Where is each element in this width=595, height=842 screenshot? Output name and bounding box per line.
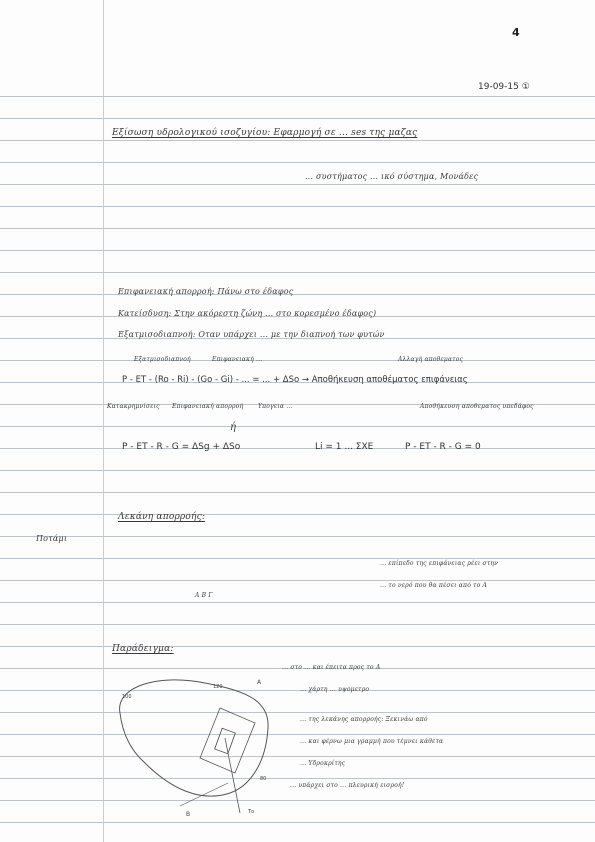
page-number: 4 xyxy=(512,26,520,39)
ruled-line xyxy=(0,712,595,713)
equation-2: P - ET - R - G = ΔSg + ΔSo xyxy=(122,442,241,452)
annotation: Αποθήκευση αποθεματος υπεδάφος xyxy=(420,403,534,410)
or-word: ή xyxy=(230,422,237,433)
line-surface-runoff: Επιφανειακή απορροή: Πάνω στο έδαφος xyxy=(118,287,294,296)
ruled-line xyxy=(0,448,595,449)
ruled-line xyxy=(0,228,595,229)
ruled-line xyxy=(0,580,595,581)
contour-label: 80 xyxy=(260,776,267,782)
heading-title: Εξίσωση υδρολογικού ισοζυγίου: Εφαρμογή σε ... ses της μαζας xyxy=(112,128,418,138)
equation-1: P - ET - (Ro - Ri) - (Go - Gi) - ... = ... + ΔSo → Αποθήκευση αποθέματος επιφάνειας xyxy=(122,375,468,385)
ruled-line xyxy=(0,470,595,471)
ruled-line xyxy=(0,602,595,603)
ruled-line xyxy=(0,272,595,273)
annotation: Επιφανειακή ... xyxy=(212,356,263,363)
line-infiltration: Κατείσδυση: Στην ακόρεστη ζώνη ... στο κορεσμένο έδαφος) xyxy=(118,309,377,318)
ruled-line xyxy=(0,118,595,119)
margin-note: Ποτάμι xyxy=(36,534,68,543)
example-text-5: ... Υδροκρίτης xyxy=(300,760,346,767)
ruled-line xyxy=(0,800,595,801)
point-label: Α xyxy=(257,679,262,686)
basin-text-2: ... το νερό που θα πέσει από το Α xyxy=(380,582,488,589)
ruled-line xyxy=(0,184,595,185)
ruled-line xyxy=(0,96,595,97)
annotation: Εξατμισοδιαπνοή xyxy=(134,356,191,363)
ruled-line xyxy=(0,514,595,515)
ruled-line xyxy=(0,734,595,735)
map-box xyxy=(215,728,236,753)
equation-3: Li = 1 ... ΣΧΕ xyxy=(315,442,374,452)
ruled-line xyxy=(0,206,595,207)
example-text-4: ... και φέρνω μια γραμμή που τέμνει κάθετα xyxy=(300,738,444,745)
annotation: Αλλαγή αποθεματος xyxy=(398,356,464,363)
example-text-1: ... στο ... και έπειτα προς το Α xyxy=(282,664,381,671)
heading-example: Παράδειγμα: xyxy=(112,644,174,654)
example-text-6: ... υπάρχει στο ... πλευρική εισροή! xyxy=(290,782,405,789)
annotation: Υπογεια ... xyxy=(258,403,293,410)
basin-sketch xyxy=(110,668,285,818)
equation-4: P - ET - R - G = 0 xyxy=(405,442,481,452)
ruled-line xyxy=(0,140,595,141)
ruled-line xyxy=(0,778,595,779)
subtitle: ... συστήματος ... ικό σύστημα, Μονάδες xyxy=(305,172,479,181)
ruled-line xyxy=(0,162,595,163)
ruled-line xyxy=(0,360,595,361)
contour-label: Το xyxy=(248,809,255,815)
annotation: Επιφανειακή απορροή xyxy=(172,403,244,410)
flow-line xyxy=(180,783,228,806)
point-label: Β xyxy=(186,811,191,818)
ruled-line xyxy=(0,536,595,537)
watershed-outline xyxy=(120,680,269,796)
ruled-line xyxy=(0,822,595,823)
ruled-line xyxy=(0,294,595,295)
sub-basin xyxy=(200,708,255,773)
ruled-line xyxy=(0,646,595,647)
ruled-line xyxy=(0,492,595,493)
contour-label: 120 xyxy=(213,684,223,690)
date: 19-09-15 ① xyxy=(478,82,530,92)
ruled-line xyxy=(0,624,595,625)
contour-label: 100 xyxy=(122,694,132,700)
ruled-line xyxy=(0,756,595,757)
ruled-line xyxy=(0,558,595,559)
annotation: Κατακρημνίσεις xyxy=(107,403,160,410)
example-text-2: ... χάρτη ... υψομετρο xyxy=(300,686,370,693)
divide-line xyxy=(225,738,240,813)
margin-line xyxy=(103,0,104,842)
ruled-line xyxy=(0,250,595,251)
heading-basin-runoff: Λεκάνη απορροής: xyxy=(118,512,206,522)
basin-text-1: ... επίπεδο της επιφάνειας ρέει στην xyxy=(380,560,499,567)
points-label: Α Β Γ xyxy=(195,592,213,599)
ruled-line xyxy=(0,426,595,427)
ruled-line xyxy=(0,690,595,691)
line-evapotranspiration: Εξατμισοδιαπνοή: Οταν υπάρχει ... με την διαπνοή των φυτών xyxy=(118,330,385,339)
example-text-3: ... της λεκάνης απορροής: Ξεκινάω από xyxy=(300,716,428,723)
